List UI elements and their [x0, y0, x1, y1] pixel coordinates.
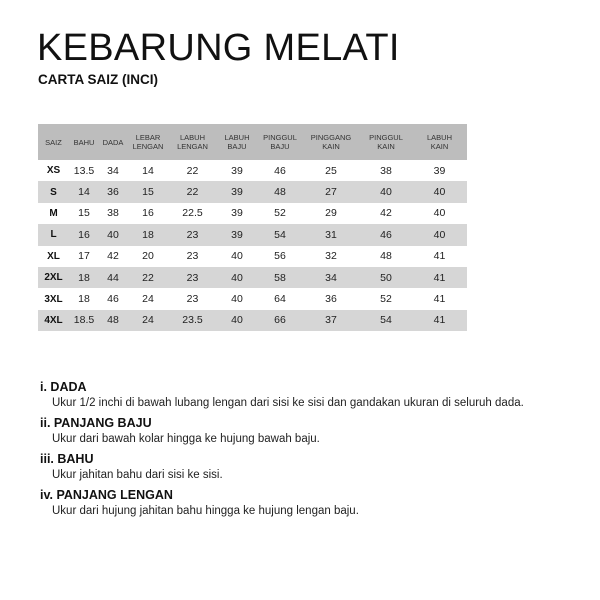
- column-header-line: PINGGUL: [263, 133, 297, 142]
- table-cell: 54: [258, 224, 302, 245]
- table-row: [38, 246, 467, 267]
- page-title: KEBARUNG MELATI: [37, 27, 400, 69]
- size-label: 4XL: [38, 310, 69, 331]
- note-desc: Ukur jahitan bahu dari sisi ke sisi.: [52, 469, 223, 481]
- size-label: XL: [38, 246, 69, 267]
- table-cell: 34: [302, 267, 360, 288]
- table-cell: 40: [216, 288, 258, 309]
- column-header: [169, 124, 216, 160]
- table-cell: 41: [412, 267, 467, 288]
- column-header-line: BAJU: [270, 142, 290, 151]
- table-cell: 39: [412, 160, 467, 181]
- column-header: [216, 124, 258, 160]
- table-cell: 48: [99, 310, 127, 331]
- size-label: 2XL: [38, 267, 69, 288]
- table-cell: 39: [216, 224, 258, 245]
- column-header: [127, 124, 169, 160]
- note-desc: Ukur dari bawah kolar hingga ke hujung bawah baju.: [52, 433, 320, 445]
- table-cell: 22.5: [169, 203, 216, 224]
- table-cell: 27: [302, 181, 360, 202]
- column-header: [99, 124, 127, 160]
- column-header-line: LABUH: [426, 133, 452, 142]
- table-row: [38, 267, 467, 288]
- column-header-line: KAIN: [430, 142, 449, 151]
- table-cell: 36: [302, 288, 360, 309]
- column-header: [258, 124, 302, 160]
- column-header-line: KAIN: [377, 142, 395, 151]
- note-title: i. DADA: [40, 380, 87, 394]
- table-cell: 22: [127, 267, 169, 288]
- size-label: L: [38, 224, 69, 245]
- table-cell: 31: [302, 224, 360, 245]
- table-cell: 20: [127, 246, 169, 267]
- table-cell: 40: [412, 224, 467, 245]
- note-bahu: [40, 451, 590, 483]
- size-chart-table: [38, 124, 467, 331]
- column-header-line: PINGGANG: [310, 133, 352, 142]
- table-cell: 23: [169, 267, 216, 288]
- table-cell: 40: [99, 224, 127, 245]
- column-header-line: LEBAR: [135, 133, 161, 142]
- table-cell: 39: [216, 181, 258, 202]
- note-panjang-lengan: [40, 487, 590, 519]
- column-header: [360, 124, 412, 160]
- table-cell: 16: [69, 224, 99, 245]
- note-panjang-baju: [40, 415, 590, 447]
- table-cell: 32: [302, 246, 360, 267]
- table-cell: 36: [99, 181, 127, 202]
- table-cell: 40: [216, 246, 258, 267]
- table-cell: 25: [302, 160, 360, 181]
- table-cell: 41: [412, 310, 467, 331]
- table-header-row: [38, 124, 467, 160]
- table-cell: 18: [69, 267, 99, 288]
- table-cell: 40: [412, 203, 467, 224]
- column-header-line: KAIN: [322, 142, 340, 151]
- note-title: ii. PANJANG BAJU: [40, 416, 152, 430]
- table-cell: 18: [69, 288, 99, 309]
- table-cell: 29: [302, 203, 360, 224]
- table-cell: 24: [127, 288, 169, 309]
- table-cell: 16: [127, 203, 169, 224]
- table-cell: 23.5: [169, 310, 216, 331]
- table-cell: 40: [216, 267, 258, 288]
- table-cell: 56: [258, 246, 302, 267]
- table-cell: 58: [258, 267, 302, 288]
- column-header-line: LABUH: [179, 133, 205, 142]
- table-row: [38, 181, 467, 202]
- note-desc: Ukur dari hujung jahitan bahu hingga ke hujung lengan baju.: [52, 505, 359, 517]
- table-cell: 44: [99, 267, 127, 288]
- column-header-line: DADA: [102, 137, 124, 147]
- table-cell: 15: [69, 203, 99, 224]
- table-cell: 41: [412, 288, 467, 309]
- size-label: XS: [38, 160, 69, 181]
- column-header-line: LENGAN: [132, 142, 164, 151]
- note-title: iii. BAHU: [40, 452, 94, 466]
- table-cell: 40: [412, 181, 467, 202]
- table-cell: 23: [169, 288, 216, 309]
- table-cell: 18.5: [69, 310, 99, 331]
- table-row: [38, 224, 467, 245]
- table-cell: 41: [412, 246, 467, 267]
- table-cell: 66: [258, 310, 302, 331]
- table-cell: 64: [258, 288, 302, 309]
- table-cell: 50: [360, 267, 412, 288]
- column-header-line: PINGGUL: [369, 133, 403, 142]
- column-header-line: SAIZ: [45, 137, 62, 147]
- table-row: [38, 203, 467, 224]
- table-cell: 22: [169, 181, 216, 202]
- measurement-notes: [40, 379, 590, 523]
- table-cell: 23: [169, 246, 216, 267]
- table-cell: 42: [360, 203, 412, 224]
- table-cell: 15: [127, 181, 169, 202]
- table-cell: 38: [99, 203, 127, 224]
- column-header-line: LENGAN: [177, 142, 208, 151]
- table-cell: 24: [127, 310, 169, 331]
- table-cell: 38: [360, 160, 412, 181]
- table-cell: 22: [169, 160, 216, 181]
- table-cell: 13.5: [69, 160, 99, 181]
- table-row: [38, 288, 467, 309]
- note-desc: Ukur 1/2 inchi di bawah lubang lengan dari sisi ke sisi dan gandakan ukuran di seluruh dada.: [52, 397, 524, 409]
- table-cell: 40: [216, 310, 258, 331]
- size-label: M: [38, 203, 69, 224]
- table-cell: 52: [360, 288, 412, 309]
- table-cell: 39: [216, 160, 258, 181]
- table-cell: 39: [216, 203, 258, 224]
- table-cell: 14: [127, 160, 169, 181]
- size-label: S: [38, 181, 69, 202]
- table-cell: 48: [360, 246, 412, 267]
- table-cell: 14: [69, 181, 99, 202]
- table-cell: 48: [258, 181, 302, 202]
- table-cell: 52: [258, 203, 302, 224]
- column-header: [69, 124, 99, 160]
- column-header: [38, 124, 69, 160]
- table-cell: 18: [127, 224, 169, 245]
- column-header-line: BAJU: [227, 142, 247, 151]
- column-header-line: BAHU: [73, 137, 95, 147]
- table-cell: 37: [302, 310, 360, 331]
- table-row: [38, 310, 467, 331]
- column-header: [412, 124, 467, 160]
- table-cell: 46: [99, 288, 127, 309]
- note-title: iv. PANJANG LENGAN: [40, 488, 173, 502]
- table-cell: 46: [258, 160, 302, 181]
- table-cell: 54: [360, 310, 412, 331]
- column-header-line: LABUH: [224, 133, 250, 142]
- table-cell: 23: [169, 224, 216, 245]
- page-subtitle: CARTA SAIZ (INCI): [38, 72, 158, 87]
- note-dada: [40, 379, 590, 411]
- table-cell: 46: [360, 224, 412, 245]
- table-cell: 17: [69, 246, 99, 267]
- size-label: 3XL: [38, 288, 69, 309]
- table-cell: 40: [360, 181, 412, 202]
- table-cell: 34: [99, 160, 127, 181]
- table-cell: 42: [99, 246, 127, 267]
- column-header: [302, 124, 360, 160]
- table-row: [38, 160, 467, 181]
